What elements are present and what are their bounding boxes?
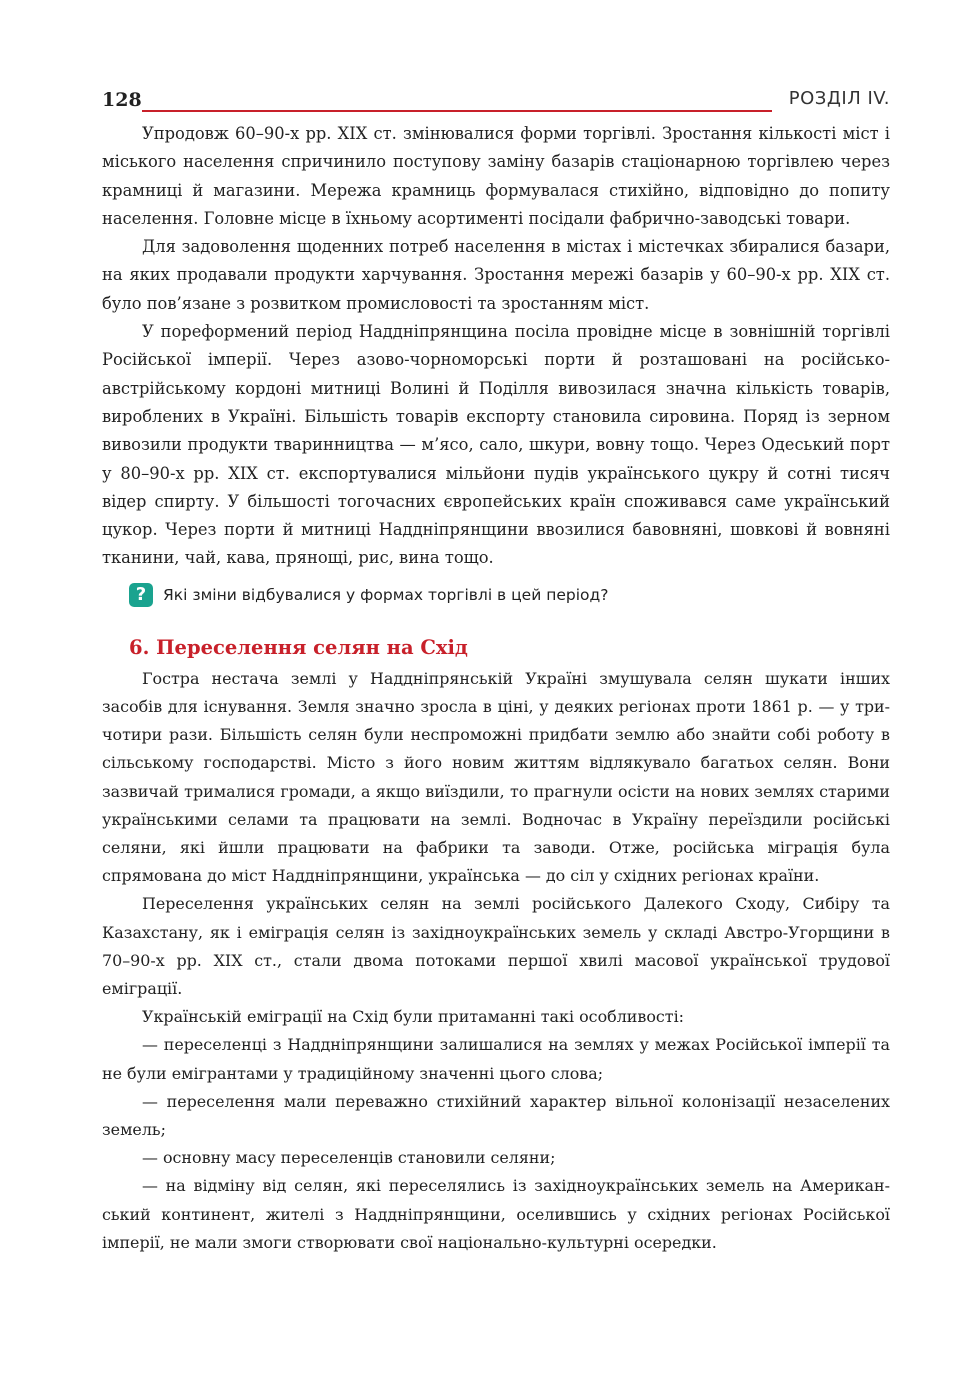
question-mark-icon: ? — [129, 583, 153, 607]
section-body — [102, 665, 890, 1257]
list-item: — основну масу переселенців становили селяни; — [142, 1148, 556, 1168]
chapter-label: РОЗДІЛ IV. — [788, 88, 890, 109]
paragraph: Українській еміграції на Схід були притаманні такі особливості: — [142, 1007, 685, 1027]
list-item: — на відміну від селян, які переселялись із західноукраїнських земель на Американський континент, жителі з Наддніпрянщини, оселившись у східних регіонах Російської імперії, не мали змоги створювати свої національно-культурні осередки. — [102, 1176, 890, 1252]
page-header — [102, 86, 890, 120]
paragraph: Гостра нестача землі у Наддніпрянській Україні змушувала селян шукати інших засобів для існування. Земля значно зросла в ціні, у деяких регіонах проти 1861 р. — у три-чотири рази. Більшість селян були неспроможні придбати землю або знайти собі роботу в сільському господарстві. Місто з його новим життям відлякувало багатьох селян. Вони зазвичай трималися громади, а якщо виїздили, то прагнули осісти на нових землях старими українськими селами та працювати на землі. Водночас в Україну переїздили російські селяни, які йшли працювати на фабрики та заводи. Отже, російська міграція була спрямована до міст Наддніпрянщини, українська — до сіл у східних регіонах країни. — [102, 668, 890, 886]
list-item: — переселенці з Наддніпрянщини залишалися на землях у межах Російської імперії та не були емігрантами у традиційному значенні цього слова; — [102, 1035, 890, 1083]
page-number: 128 — [102, 89, 142, 111]
list-item: — переселення мали переважно стихійний характер вільної колонізації незаселених земель; — [102, 1091, 890, 1139]
textbook-page — [102, 86, 890, 1257]
paragraph: Упродовж 60–90-х рр. XIX ст. змінювалися форми торгівлі. Зростання кількості міст і міського населення спричинило поступову заміну базарів стаціонарною торгівлею через крамниці й магазини. Мережа крамниць формувалася стихійно, відповідно до попиту населення. Головне місце в їхньому асортименті посідали фабрично-заводські товари. — [102, 124, 890, 228]
header-divider — [142, 110, 772, 112]
paragraph: Переселення українських селян на землі російського Далекого Сходу, Сибіру та Казахстану, як і еміграція селян із західноукраїнських земель у складі Австро-Угорщини в 70–90-х рр. XIX ст., стали двома потоками першої хвилі масової української трудової еміграції. — [102, 894, 890, 998]
review-question — [102, 582, 890, 608]
paragraph: Для задоволення щоденних потреб населення в містах і містечках збиралися базари, на яких продавали продукти харчування. Зростання мережі базарів у 60–90-х рр. XIX ст. було пов’язане з розвитком промисловості та зростанням міст. — [102, 237, 890, 313]
paragraph: У пореформений період Наддніпрянщина посіла провідне місце в зовнішній торгівлі Російської імперії. Через азово-чорноморські порти й розташовані на російсько-австрійському кордоні митниці Волині й Поділля вивозилася значна кількість товарів, вироблених в Україні. Більшість товарів експорту становила сировина. Поряд із зерном вивозили продукти тваринництва — м’ясо, сало, шкури, вовну тощо. Через Одеський порт у 80–90-х рр. XIX ст. експортувалися мільйони пудів українського цукру й сотні тисяч відер спирту. У більшості тогочасних європейських країн споживався саме український цукор. Через порти й митниці Наддніпрянщини ввозилися бавовняні, шовкові й вовняні тканини, чай, кава, прянощі, рис, вина тощо. — [102, 322, 890, 568]
section-heading: 6. Переселення селян на Схід — [129, 635, 468, 659]
body-text — [102, 120, 890, 1257]
question-text: Які зміни відбувалися у формах торгівлі в цей період? — [163, 585, 609, 604]
